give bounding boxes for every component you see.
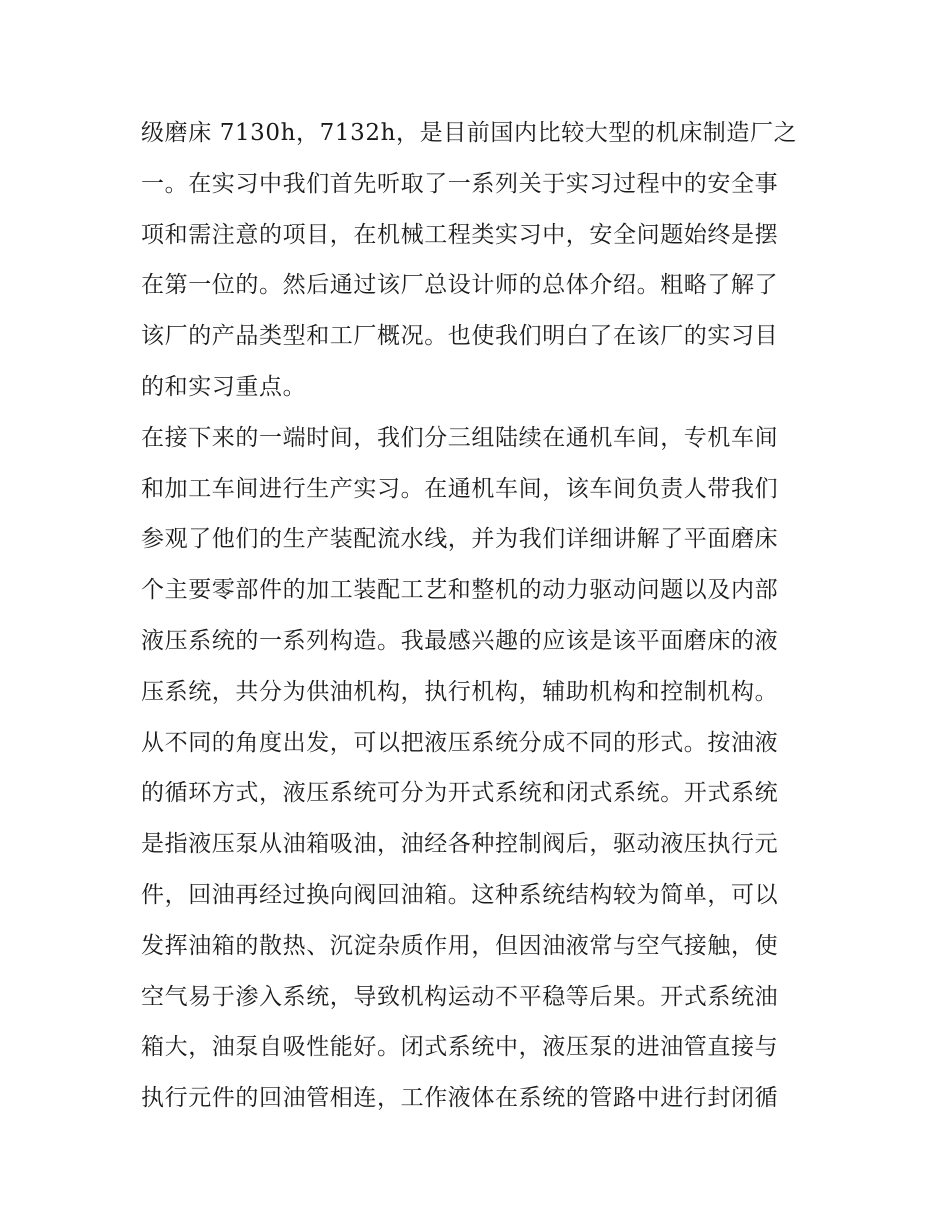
text-line: 一。在实习中我们首先听取了一系列关于实习过程中的安全事 — [141, 170, 779, 197]
text-line: 个主要零部件的加工装配工艺和整机的动力驱动问题以及内部 — [141, 577, 779, 604]
text-line: 液压系统的一系列构造。我最感兴趣的应该是该平面磨床的液 — [141, 627, 779, 654]
text-line: 项和需注意的项目，在机械工程类实习中，安全问题始终是摆 — [141, 221, 779, 248]
text-line: 参观了他们的生产装配流水线，并为我们详细讲解了平面磨床 — [141, 526, 779, 553]
text-line: 在接下来的一端时间，我们分三组陆续在通机车间，专机车间 — [141, 424, 779, 451]
text-line: 在第一位的。然后通过该厂总设计师的总体介绍。粗略了解了 — [141, 272, 779, 299]
text-line: 压系统，共分为供油机构，执行机构，辅助机构和控制机构。 — [141, 678, 779, 705]
text-line: 的和实习重点。 — [141, 373, 307, 400]
text-line: 箱大，油泵自吸性能好。闭式系统中，液压泵的进油管直接与 — [141, 1034, 779, 1061]
text-line: 件，回油再经过换向阀回油箱。这种系统结构较为简单，可以 — [141, 881, 779, 908]
text-line: 是指液压泵从油箱吸油，油经各种控制阀后，驱动液压执行元 — [141, 831, 779, 858]
text-line: 的循环方式，液压系统可分为开式系统和闭式系统。开式系统 — [141, 780, 779, 807]
text-line: 该厂的产品类型和工厂概况。也使我们明白了在该厂的实习目 — [141, 323, 779, 350]
text-line: 空气易于渗入系统，导致机构运动不平稳等后果。开式系统油 — [141, 983, 779, 1010]
text-line: 发挥油箱的散热、沉淀杂质作用，但因油液常与空气接触，使 — [141, 932, 779, 959]
text-line: 从不同的角度出发，可以把液压系统分成不同的形式。按油液 — [141, 729, 779, 756]
text-line: 级磨床 7130h，7132h，是目前国内比较大型的机床制造厂之 — [141, 120, 798, 146]
text-line: 执行元件的回油管相连，工作液体在系统的管路中进行封闭循 — [141, 1085, 779, 1112]
body-text — [141, 108, 831, 1124]
text-line: 和加工车间进行生产实习。在通机车间，该车间负责人带我们 — [141, 475, 779, 502]
